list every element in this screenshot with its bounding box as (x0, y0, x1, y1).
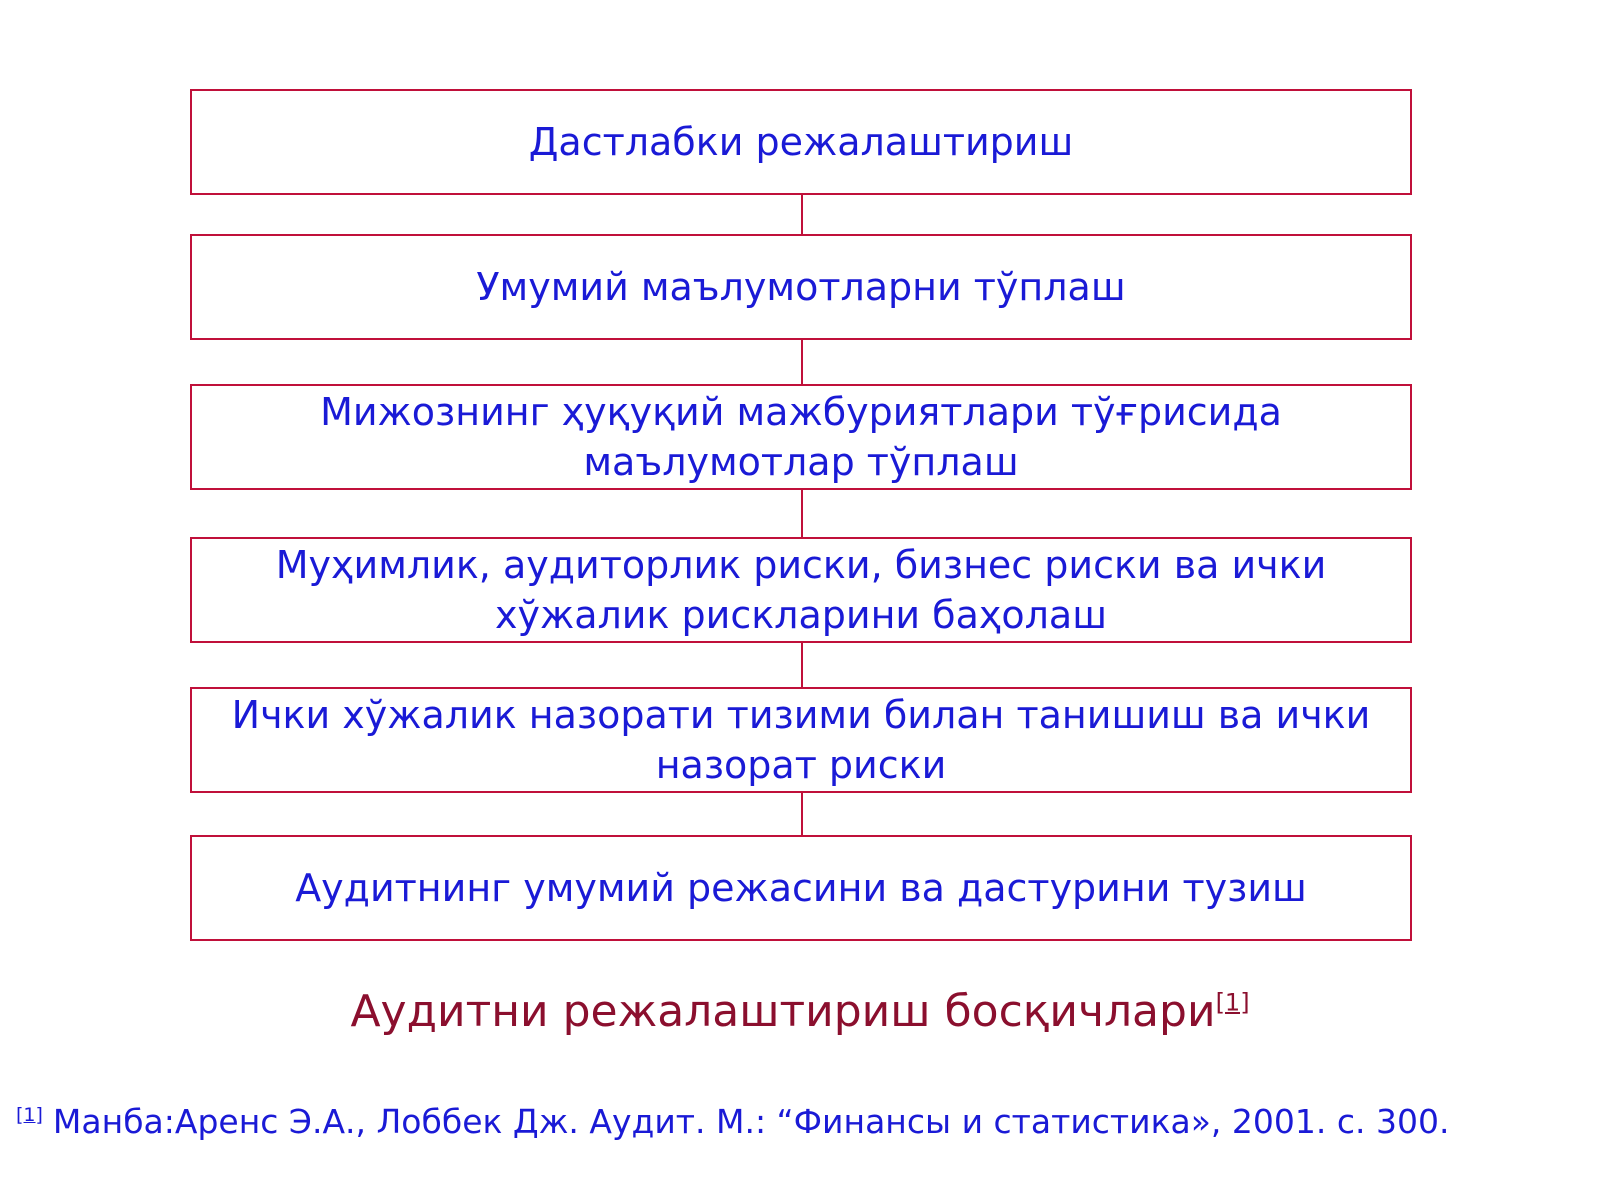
step-label: Аудитнинг умумий режасини ва дастурини тузиш (295, 866, 1307, 910)
step-label: Муҳимлик, аудиторлик риски, бизнес риски ва ички хўжалик рискларини баҳолаш (275, 543, 1327, 637)
caption-text: Аудитни режалаштириш босқичлари (350, 986, 1216, 1037)
footnote-ref[interactable]: [1] (16, 1104, 43, 1126)
connector-line (801, 490, 803, 537)
step-box-general-information (190, 234, 1412, 340)
step-label: Дастлабки режалаштириш (528, 120, 1074, 164)
step-box-risk-assessment (190, 537, 1412, 643)
footnote-text: Манба:Аренс Э.А., Лоббек Дж. Аудит. М.: “Финансы и статистика», 2001. с. 300. (52, 1102, 1450, 1141)
connector-line (801, 643, 803, 687)
footnote (16, 1100, 1449, 1144)
caption-footnote-ref[interactable]: [1] (1215, 988, 1250, 1017)
connector-line (801, 340, 803, 384)
step-label: Ички хўжалик назорати тизими билан танишиш ва ички назорат риски (231, 693, 1371, 787)
diagram-caption (0, 984, 1600, 1040)
step-label: Мижознинг ҳуқуқий мажбуриятлари тўғрисида маълумотлар тўплаш (320, 390, 1282, 484)
step-box-legal-obligations (190, 384, 1412, 490)
connector-line (801, 195, 803, 234)
step-label: Умумий маълумотларни тўплаш (476, 265, 1126, 309)
step-box-audit-plan (190, 835, 1412, 941)
step-box-internal-control (190, 687, 1412, 793)
connector-line (801, 793, 803, 835)
step-box-preliminary-planning (190, 89, 1412, 195)
